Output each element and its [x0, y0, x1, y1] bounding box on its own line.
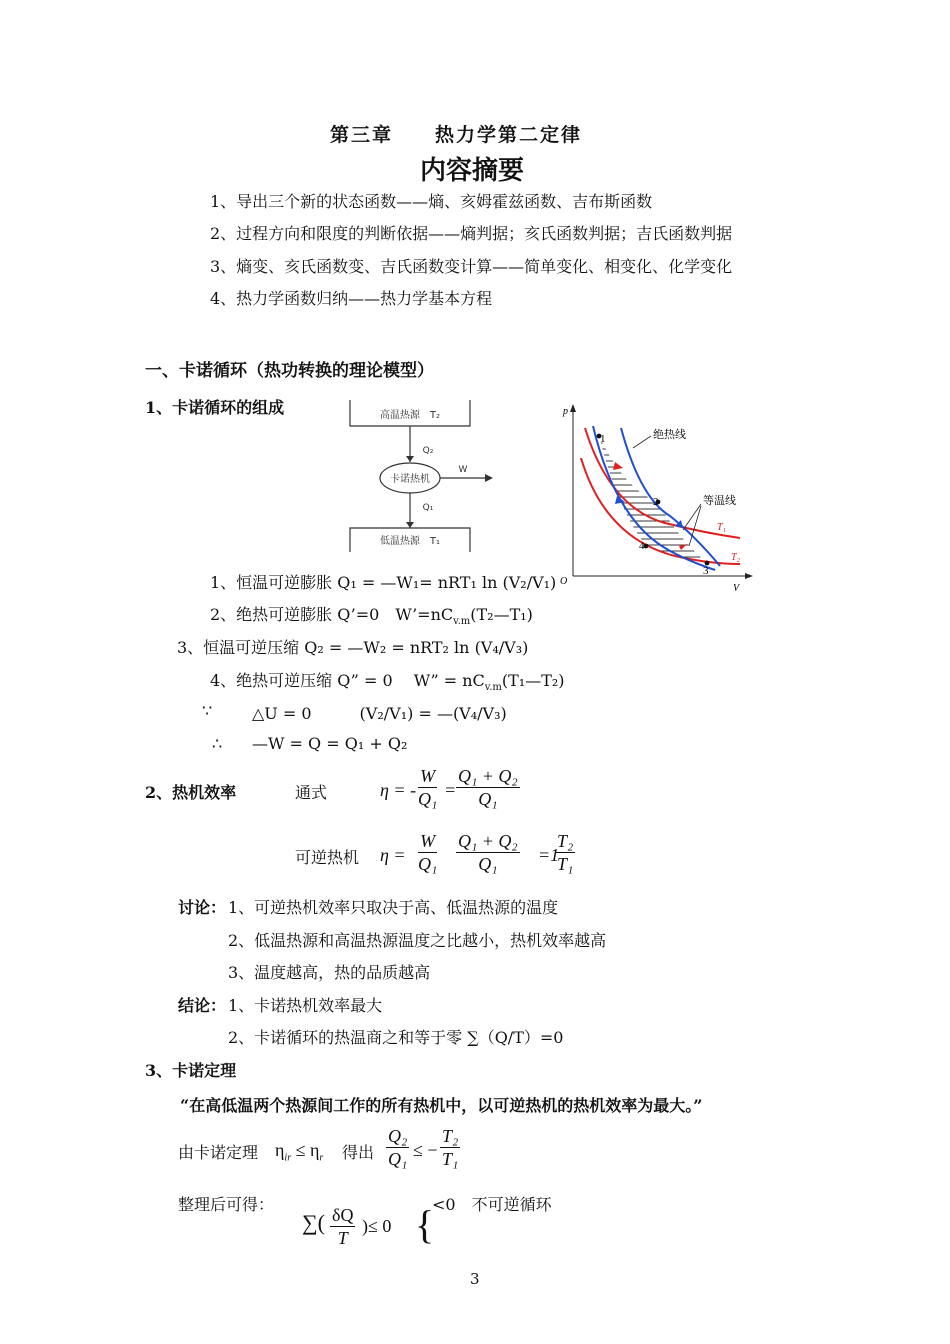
general-label: 通式	[295, 783, 328, 802]
reversible-label: 可逆热机	[295, 848, 360, 867]
carnot-engine-diagram	[340, 398, 500, 556]
step-3: 3、恒温可逆压缩 Q₂ = —W₂ = nRT₂ ln (V₄/V₃)	[177, 638, 529, 657]
w-arrow	[485, 474, 493, 482]
isotherm-label: 等温线	[703, 494, 736, 507]
frac-w-q1-rev: $\frac{W}{\text{Q₁}}$	[418, 831, 438, 874]
arrow-1-2	[613, 462, 623, 470]
point-1-label: 1	[600, 433, 606, 445]
discussion-label: 讨论：	[178, 898, 227, 917]
discussion-item-3: 3、温度越高，热的品质越高	[228, 963, 431, 982]
because-text: △U = 0 (V₂/V₁) = —(V₄/V₃)	[252, 704, 507, 723]
frac-t2-t1-result: $\frac{\text{T₂}}{\text{T₁}}$	[442, 1126, 459, 1169]
q1-label: Q₁	[422, 503, 434, 513]
adiabat-label: 绝热线	[653, 428, 686, 441]
summary-item-1: 1、导出三个新的状态函数——熵、亥姆霍兹函数、吉布斯函数	[210, 192, 653, 211]
t1-label: T₁	[717, 522, 727, 533]
origin-label: O	[560, 576, 568, 587]
section-1-title: 一、卡诺循环（热功转换的理论模型）	[145, 361, 434, 381]
conclusion-item-2: 2、卡诺循环的热温商之和等于零 ∑（Q/T）=0	[228, 1028, 564, 1047]
frac-q1q2-q1-rev: $\frac{\text{Q₁ + Q₂}}{\text{Q₁}}$	[458, 831, 518, 874]
t2-label: T₂	[731, 552, 741, 563]
page-number: 3	[470, 1270, 480, 1288]
step-1: 1、恒温可逆膨胀 Q₁ = —W₁= nRT₁ ln (V₂/V₁)	[210, 573, 557, 592]
frac-q1q2-q1: $\frac{\text{Q₁ + Q₂}}{\text{Q₁}}$	[458, 766, 518, 809]
result-inequality: ≤ −	[413, 1140, 438, 1160]
brace: {	[415, 1202, 435, 1247]
conclusion-label: 结论：	[178, 996, 227, 1015]
engine-label: 卡诺热机	[390, 474, 430, 485]
theorem-prefix: 由卡诺定理	[178, 1143, 259, 1162]
step-2: 2、绝热可逆膨胀 Q’=0 $W’=nC_{v.m}(T_2—T_1)$	[210, 605, 533, 628]
summary-item-3: 3、熵变、亥氏函数变、吉氏函数变计算——简单变化、相变化、化学变化	[210, 257, 733, 276]
lt0-case: <0 不可逆循环	[432, 1195, 552, 1214]
q1-arrow	[406, 522, 414, 528]
subsection-1-title: 1、卡诺循环的组成	[145, 398, 285, 417]
frac-dq-t: $\frac{\delta Q}{T}$	[332, 1205, 354, 1248]
discussion-item-2: 2、低温热源和高温热源温度之比越小，热机效率越高	[228, 931, 607, 950]
frac-w-q1: $\frac{W}{\text{Q₁}}$	[418, 766, 438, 809]
hot-source-label: 高温热源 T₂	[379, 410, 441, 421]
isotherm-pointer-1	[683, 504, 701, 530]
point-3-label: 3	[703, 565, 709, 577]
theorem-inequality: $\eta_{ir} \le \eta_r$	[275, 1140, 324, 1164]
sum-tail: )≤ 0	[362, 1216, 392, 1236]
discussion-item-1: 1、可逆热机效率只取决于高、低温热源的温度	[228, 898, 559, 917]
p-axis-arrow	[570, 404, 576, 412]
q2-arrow	[406, 456, 414, 462]
v-axis-label: V	[733, 583, 740, 594]
rev-tail: =1	[538, 845, 560, 865]
step-4: 4、绝热可逆压缩 Q” = 0 W” = $nC_{v.m}(T_1—T_2)$	[210, 671, 565, 694]
v-axis-arrow	[745, 573, 753, 579]
therefore-text: —W = Q = Q₁ + Q₂	[252, 734, 408, 753]
sum-expression: ∑(	[302, 1210, 326, 1235]
subsection-3-title: 3、卡诺定理	[145, 1061, 237, 1080]
conclusion-item-1: 1、卡诺热机效率最大	[228, 996, 383, 1015]
w-label: W	[458, 465, 468, 475]
adiabat-pointer	[633, 436, 651, 448]
point-4-label: 4	[639, 540, 645, 552]
summary-title: 内容摘要	[420, 156, 525, 186]
p-axis-label: p	[563, 406, 568, 417]
q2-label: Q₂	[422, 446, 434, 456]
eq-sign-1: =	[444, 780, 457, 800]
summary-item-2: 2、过程方向和限度的判断依据——熵判据；亥氏函数判据；吉氏函数判据	[210, 224, 733, 243]
therefore-symbol: ∴	[212, 734, 223, 753]
subsection-2-title: 2、热机效率	[145, 783, 237, 802]
eta-general: η = -	[380, 780, 417, 800]
summary-item-4: 4、热力学函数归纳——热力学基本方程	[210, 289, 493, 308]
frac-q2-q1: $\frac{\text{Q₂}}{\text{Q₁}}$	[388, 1126, 408, 1169]
frac-t2-t1: $\frac{\text{T₂}}{\text{T₁}}$	[557, 831, 574, 874]
because-symbol: ∵	[202, 701, 213, 720]
chapter-title: 第三章 热力学第二定律	[330, 124, 583, 146]
point-2-label: 2	[653, 496, 659, 508]
arrange-label: 整理后可得：	[178, 1195, 275, 1214]
pv-diagram	[555, 398, 755, 594]
eta-rev: η =	[380, 845, 406, 865]
cold-source-label: 低温热源 T₁	[379, 536, 441, 547]
result-label: 得出	[342, 1143, 375, 1162]
theorem-quote: “在高低温两个热源间工作的所有热机中，以可逆热机的热机效率为最大。”	[180, 1096, 703, 1115]
